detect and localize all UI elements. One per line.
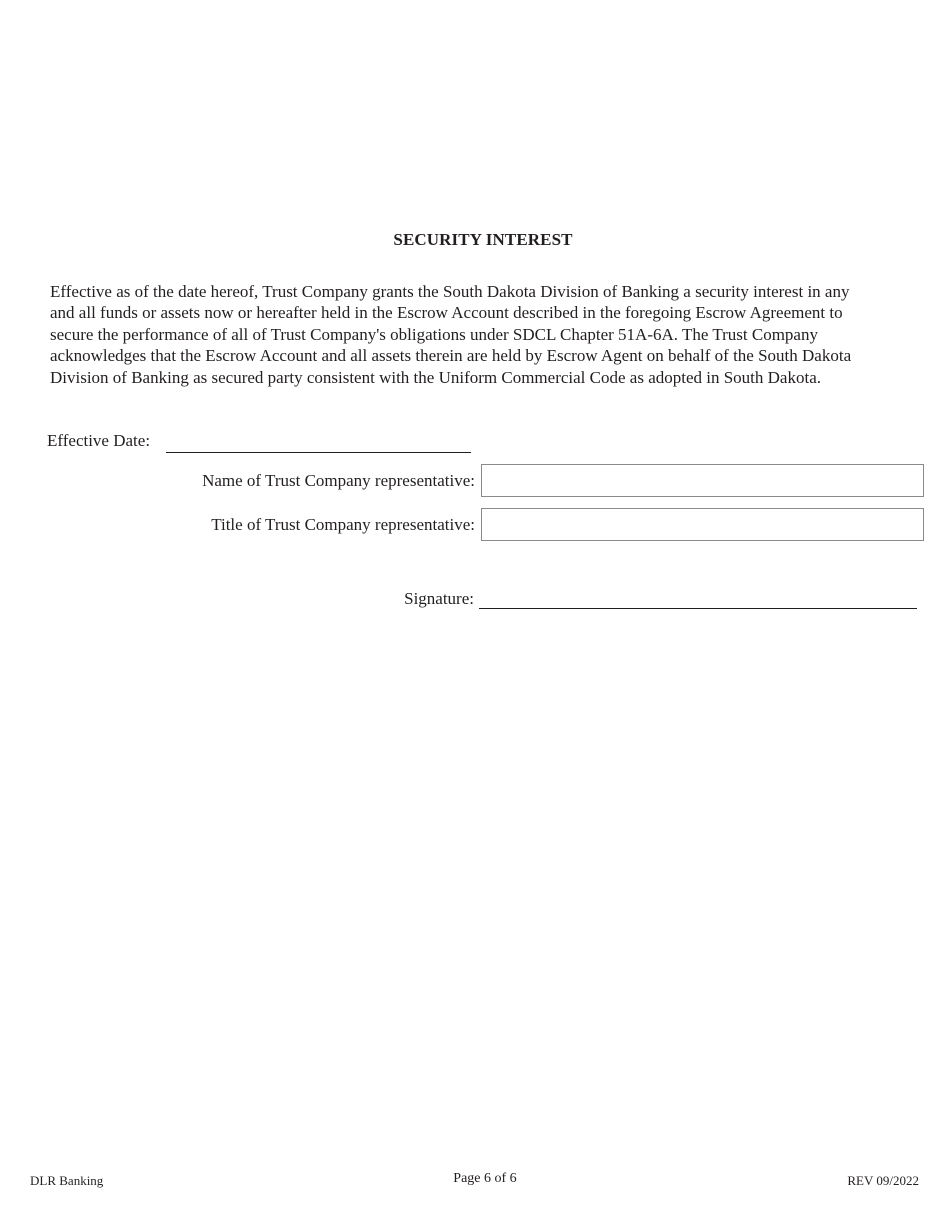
effective-date-label: Effective Date:	[47, 431, 151, 450]
effective-date-field[interactable]	[166, 452, 471, 453]
representative-name-input[interactable]	[481, 464, 924, 497]
footer-page-number: Page 6 of 6	[453, 1171, 517, 1186]
signature-line[interactable]	[479, 608, 917, 609]
paragraph-line: secure the performance of all of Trust Company's obligations under SDCL Chapter 51A-6A. The Trust Company	[50, 324, 818, 344]
paragraph-line: acknowledges that the Escrow Account and all assets therein are held by Escrow Agent on behalf of the South Dakota	[50, 346, 852, 366]
paragraph-line: Division of Banking as secured party consistent with the Uniform Commercial Code as adopted in South Dakota.	[50, 367, 821, 387]
representative-name-label: Name of Trust Company representative:	[202, 471, 475, 490]
representative-title-input[interactable]	[481, 508, 924, 541]
representative-title-label: Title of Trust Company representative:	[211, 515, 475, 534]
footer-revision: REV 09/2022	[847, 1173, 919, 1188]
paragraph-line: and all funds or assets now or hereafter held in the Escrow Account described in the foregoing Escrow Agreement to	[50, 303, 843, 323]
security-interest-paragraph	[50, 281, 910, 388]
footer-department: DLR Banking	[30, 1173, 104, 1188]
paragraph-line: Effective as of the date hereof, Trust Company grants the South Dakota Division of Banking a security interest in any	[50, 282, 850, 301]
page-title: SECURITY INTEREST	[393, 230, 573, 249]
signature-label: Signature:	[404, 589, 474, 608]
